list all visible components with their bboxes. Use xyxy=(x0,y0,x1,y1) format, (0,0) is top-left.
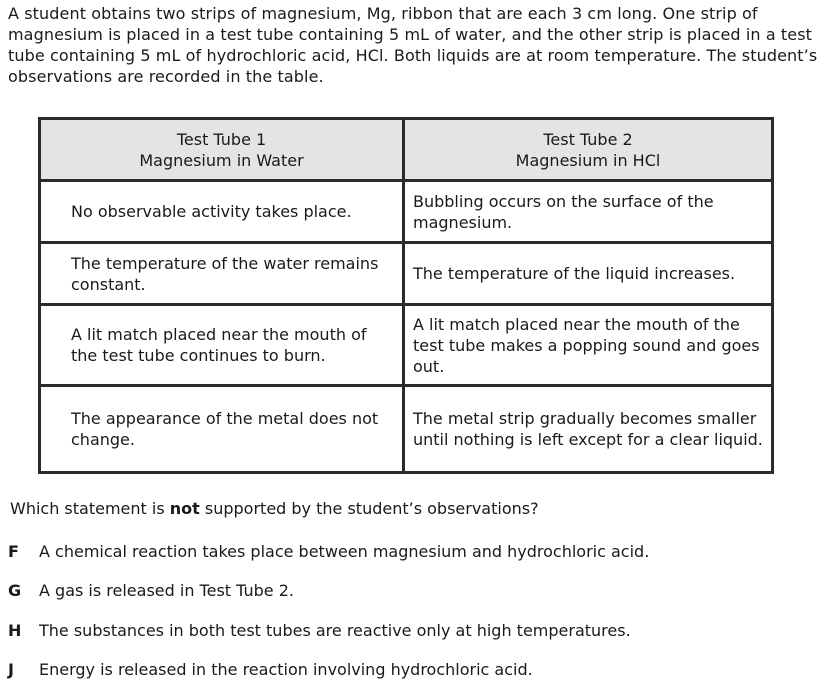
answer-choice-g[interactable] xyxy=(8,580,294,601)
tube1-observation: A lit match placed near the mouth of the test tube continues to burn. xyxy=(41,306,405,387)
tube1-observation: No observable activity takes place. xyxy=(41,182,405,244)
answer-choice-j[interactable] xyxy=(8,659,533,680)
choice-letter: H xyxy=(8,621,22,640)
answer-choice-h[interactable] xyxy=(8,620,631,641)
header-test-tube-2-title: Test Tube 2 xyxy=(543,129,633,149)
header-test-tube-2-subtitle: Magnesium in HCl xyxy=(515,150,661,170)
header-test-tube-1 xyxy=(41,120,405,182)
table-header-row xyxy=(41,120,771,182)
tube2-observation: A lit match placed near the mouth of the test tube makes a popping sound and goes out. xyxy=(405,306,771,387)
table-row xyxy=(41,387,771,471)
tube2-observation: The metal strip gradually becomes smaller until nothing is left except for a clear liquid. xyxy=(405,387,771,471)
table-row xyxy=(41,182,771,244)
choice-text: A chemical reaction takes place between magnesium and hydrochloric acid. xyxy=(39,542,650,561)
tube1-observation: The temperature of the water remains constant. xyxy=(41,244,405,306)
choice-text: A gas is released in Test Tube 2. xyxy=(39,581,294,600)
question-emphasis: not xyxy=(169,499,200,518)
choice-letter: G xyxy=(8,581,22,600)
passage-text: A student obtains two strips of magnesium, Mg, ribbon that are each 3 cm long. One strip of magnesium is placed in a test tube containing 5 mL of water, and the other strip is placed in a test tube containing 5 mL of hydrochloric acid, HCl. Both liquids are at room temperature. The student’s observations are recorded in the table. xyxy=(8,4,818,86)
choice-text: Energy is released in the reaction involving hydrochloric acid. xyxy=(39,660,533,679)
table-row xyxy=(41,244,771,306)
tube1-observation: The appearance of the metal does not change. xyxy=(41,387,405,471)
question-text-after: supported by the student’s observations? xyxy=(199,499,539,518)
tube2-observation: Bubbling occurs on the surface of the magnesium. xyxy=(405,182,771,244)
tube2-observation: The temperature of the liquid increases. xyxy=(405,244,771,306)
header-test-tube-2 xyxy=(405,120,771,182)
header-test-tube-1-title: Test Tube 1 xyxy=(176,129,267,149)
table-row xyxy=(41,306,771,387)
question-prompt xyxy=(10,498,539,519)
observations-table xyxy=(38,117,774,474)
header-test-tube-1-subtitle: Magnesium in Water xyxy=(139,150,304,170)
choice-letter: F xyxy=(8,542,19,561)
choice-text: The substances in both test tubes are reactive only at high temperatures. xyxy=(39,621,631,640)
answer-choice-f[interactable] xyxy=(8,541,649,562)
choice-letter: J xyxy=(8,660,14,679)
question-text-before: Which statement is xyxy=(10,499,170,518)
